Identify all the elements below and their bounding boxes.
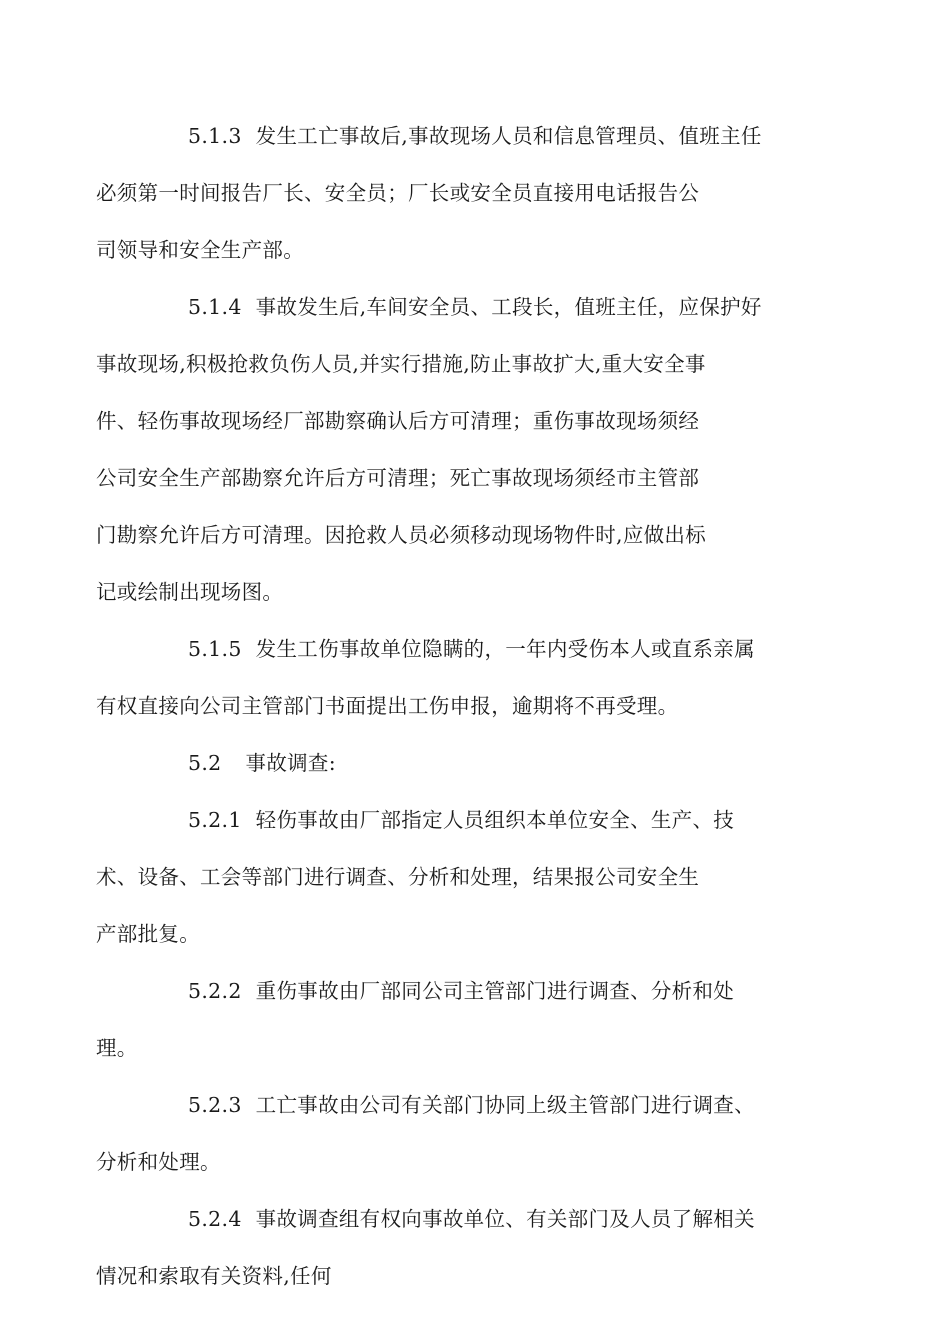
paragraph-line: 记或绘制出现场图。 (96, 580, 284, 604)
paragraph-line: 轻伤事故由厂部指定人员组织本单位安全、生产、技 (255, 808, 735, 832)
document-body (96, 108, 806, 1305)
paragraph-line: 理。 (96, 1036, 138, 1060)
paragraph-line: 工亡事故由公司有关部门协同上级主管部门进行调查、 (255, 1093, 755, 1117)
paragraph-line: 情况和索取有关资料,任何 (96, 1264, 332, 1288)
section-number: 5.2.2 (188, 979, 242, 1003)
section-heading: 事故调查: (245, 751, 336, 775)
paragraph-5-2-2 (96, 963, 806, 1077)
paragraph-line: 重伤事故由厂部同公司主管部门进行调查、分析和处 (255, 979, 735, 1003)
paragraph-5-2-1 (96, 792, 806, 963)
paragraph-line: 产部批复。 (96, 922, 200, 946)
heading-5-2 (142, 735, 806, 792)
section-number: 5.2.3 (188, 1093, 242, 1117)
paragraph-line: 分析和处理。 (96, 1150, 221, 1174)
paragraph-5-2-4 (96, 1191, 806, 1305)
paragraph-5-1-3 (96, 108, 806, 279)
paragraph-line: 事故现场,积极抢救负伤人员,并实行措施,防止事故扩大,重大安全事 (96, 352, 706, 376)
paragraph-line: 必须第一时间报告厂长、安全员；厂长或安全员直接用电话报告公 (96, 181, 700, 205)
paragraph-line: 司领导和安全生产部。 (96, 238, 304, 262)
paragraph-line: 事故发生后,车间安全员、工段长，值班主任，应保护好 (255, 295, 762, 319)
paragraph-line: 有权直接向公司主管部门书面提出工伤申报，逾期将不再受理。 (96, 694, 679, 718)
paragraph-5-2-3 (96, 1077, 806, 1191)
paragraph-line: 公司安全生产部勘察允许后方可清理；死亡事故现场须经市主管部 (96, 466, 700, 490)
paragraph-line: 术、设备、工会等部门进行调查、分析和处理，结果报公司安全生 (96, 865, 700, 889)
section-number: 5.1.4 (188, 295, 242, 319)
paragraph-5-1-5 (96, 621, 806, 735)
section-number: 5.2.1 (188, 808, 242, 832)
paragraph-line: 事故调查组有权向事故单位、有关部门及人员了解相关 (255, 1207, 755, 1231)
paragraph-5-1-4 (96, 279, 806, 621)
paragraph-line: 发生工亡事故后,事故现场人员和信息管理员、值班主任 (255, 124, 762, 148)
paragraph-line: 发生工伤事故单位隐瞒的，一年内受伤本人或直系亲属 (255, 637, 755, 661)
section-number: 5.1.5 (188, 637, 242, 661)
paragraph-line: 件、轻伤事故现场经厂部勘察确认后方可清理；重伤事故现场须经 (96, 409, 700, 433)
section-number: 5.1.3 (188, 124, 242, 148)
paragraph-line: 门勘察允许后方可清理。因抢救人员必须移动现场物件时,应做出标 (96, 523, 707, 547)
section-number: 5.2.4 (188, 1207, 242, 1231)
section-number: 5.2 (188, 751, 222, 775)
